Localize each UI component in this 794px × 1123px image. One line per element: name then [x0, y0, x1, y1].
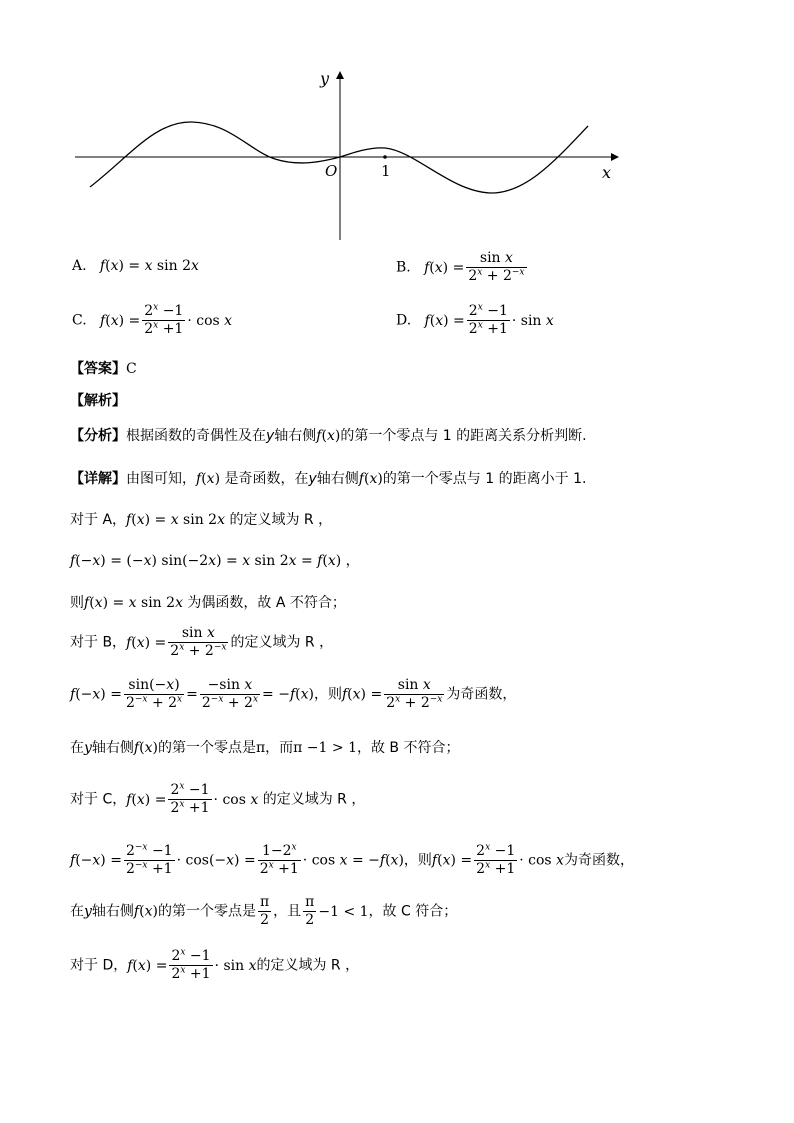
- option-d-formula: f(x) = $\frac{2^x -1}{2^x +1}$ · sin x: [424, 302, 554, 337]
- for-c-line: 对于 C，f(x) = $\frac{2^x -1}{2^x +1}$ · cos x 的定义域为 R ，: [70, 781, 366, 816]
- c-zero-line: 在y轴右侧f(x)的第一个零点是 $\frac{\pi}{2}$ ，且 $\frac{\pi}{2}$ −1 < 1，故 C 符合；: [70, 894, 458, 928]
- answer-line: [70, 358, 137, 378]
- option-b-formula: f(x) = $\frac{\text{sin x}}{2^x + 2^{-x}}$: [424, 250, 525, 284]
- for-b-line: 对于 B，f(x) = $\frac{\text{sin x}}{2^x + 2^{-x}}$ 的定义域为 R ，: [70, 625, 334, 659]
- b-zero-line: 在y轴右侧f(x)的第一个零点是π，而π −1 > 1，故 B 不符合；: [70, 740, 460, 756]
- y-label: y: [320, 69, 330, 88]
- x-label: x: [602, 163, 612, 182]
- option-d[interactable]: [396, 303, 554, 338]
- a-derivation: f(−x) = (−x) sin(−2x) = x sin 2x = f(x) ，: [70, 553, 360, 569]
- option-a-letter: A.: [72, 258, 87, 274]
- option-b[interactable]: [396, 250, 529, 285]
- tick-point: [383, 155, 387, 159]
- analysis-tag: 【解析】: [70, 393, 126, 409]
- function-graph: [70, 66, 630, 246]
- b-derivation: f(−x) = $\frac{\sin(-x)}{2^{-x} + 2^x}$ = $\frac{\text{−sin x}}{2^{-x} + 2^x}$ = −f(x)，则f(x) = $\frac{\text{sin x}}{2^x + 2^{-x}}$ 为奇函数，: [70, 677, 517, 711]
- option-a[interactable]: [72, 258, 199, 274]
- c-derivation: f(−x) = $\frac{2^{-x} -1}{2^{-x} +1}$ · cos(−x) = $\frac{1-2^x}{2^x +1}$ · cos x = −f(x)，则f(x) = $\frac{2^x -1}{2^x +1}$ · cos x为奇函数，: [70, 842, 634, 877]
- a-conclusion: 则f(x) = x sin 2x 为偶函数，故 A 不符合；: [70, 595, 346, 611]
- tick-label: 1: [381, 162, 391, 180]
- option-d-letter: D.: [396, 312, 412, 329]
- option-c-letter: C.: [72, 312, 87, 329]
- origin-label: O: [325, 162, 338, 180]
- function-curve: [90, 122, 588, 193]
- answer-tag: 【答案】: [70, 361, 126, 377]
- for-a-line: 对于 A，f(x) = x sin 2x 的定义域为 R ，: [70, 512, 333, 528]
- option-a-formula: f(x) = x sin 2x: [99, 258, 199, 274]
- for-d-line: 对于 D，f(x) = $\frac{2^x -1}{2^x +1}$ · sin x的定义域为 R ，: [70, 947, 360, 982]
- xiangjie-line: 【详解】由图可知，f(x) 是奇函数，在y轴右侧f(x)的第一个零点与 1 的距离小于 1.: [70, 471, 587, 487]
- option-c[interactable]: [72, 303, 232, 338]
- answer-value: C: [126, 361, 137, 377]
- option-b-letter: B.: [396, 259, 411, 276]
- fenxi-line: 【分析】根据函数的奇偶性及在y轴右侧f(x)的第一个零点与 1 的距离关系分析判断.: [70, 428, 587, 444]
- option-c-formula: f(x) = $\frac{2^x -1}{2^x +1}$ · cos x: [100, 302, 233, 337]
